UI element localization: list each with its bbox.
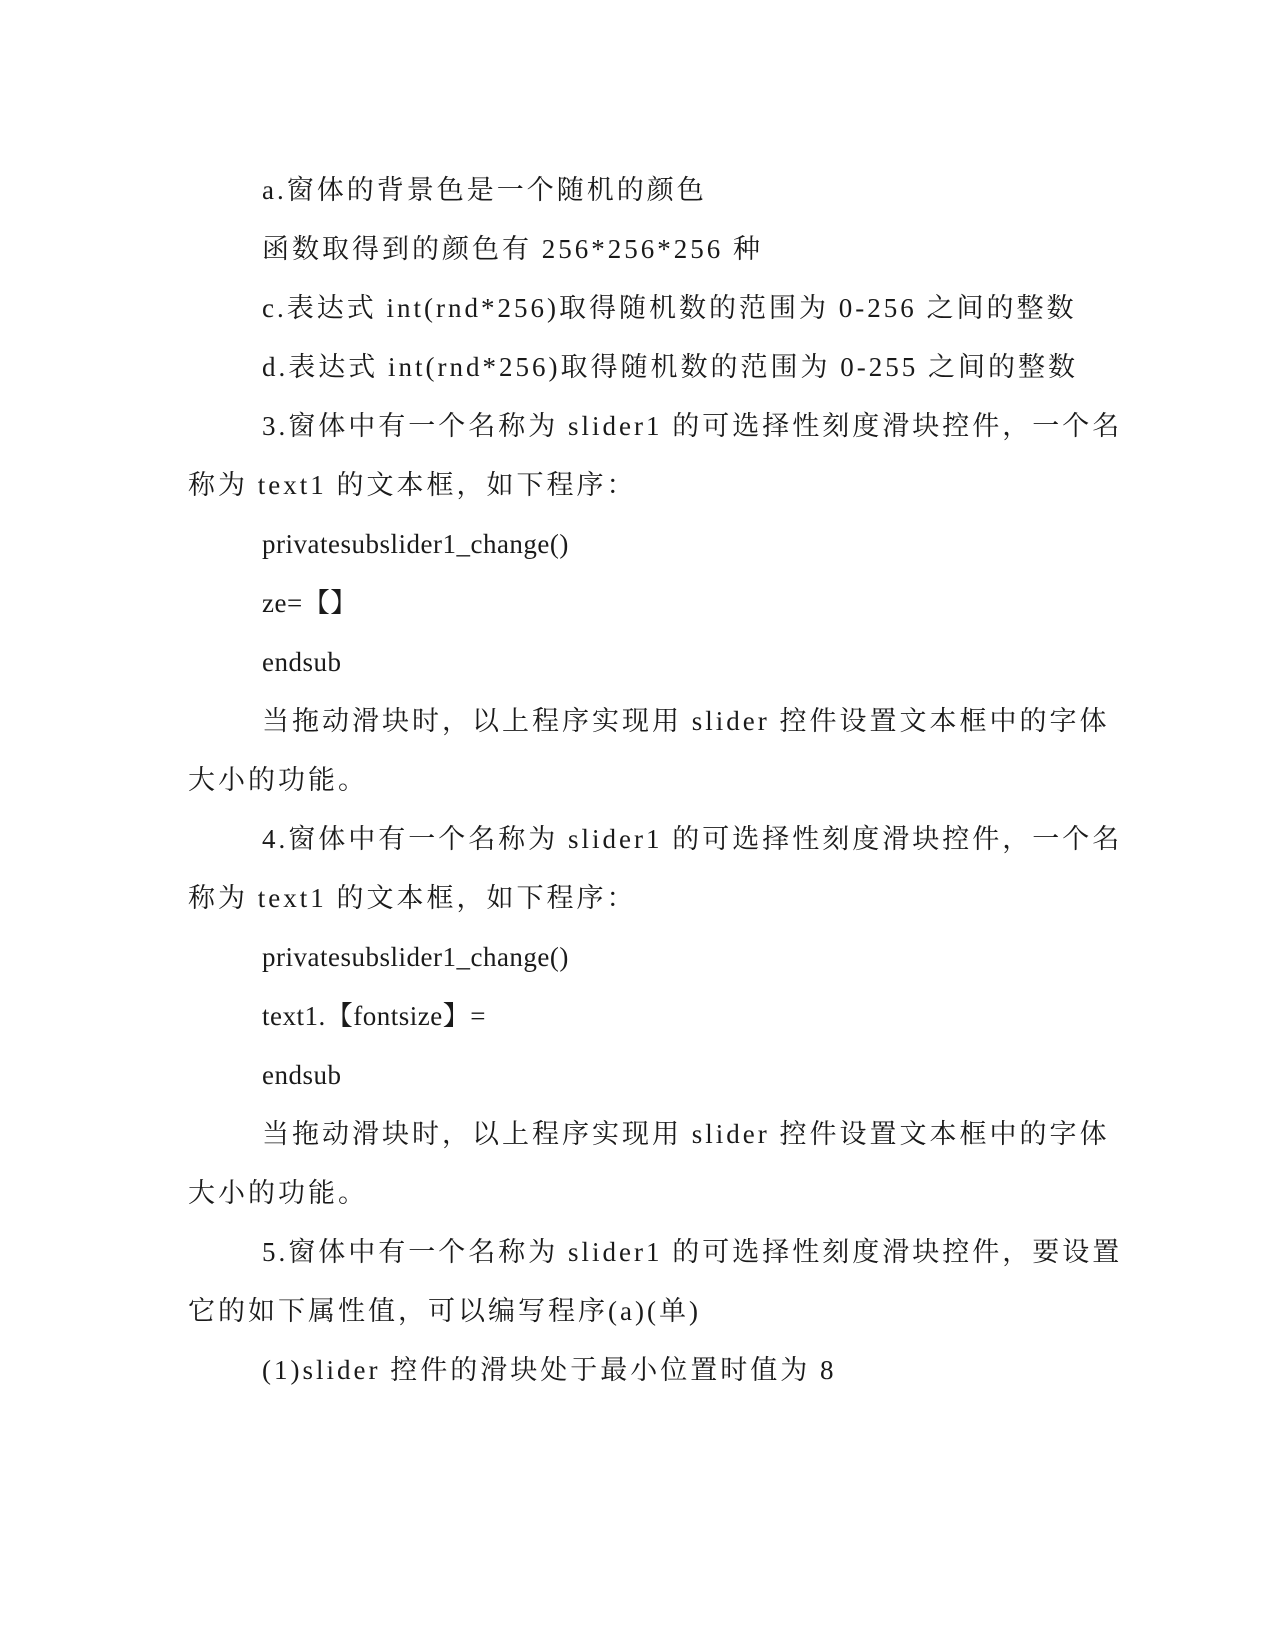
option-c-line: c.表达式 int(rnd*256)取得随机数的范围为 0-256 之间的整数 (262, 293, 1077, 323)
code-line-endsub: endsub (262, 647, 342, 677)
question-4-line-2: 称为 text1 的文本框，如下程序： (188, 883, 637, 913)
question-3-explanation-line-1: 当拖动滑块时，以上程序实现用 slider 控件设置文本框中的字体 (262, 706, 1110, 736)
question-5-line-2: 它的如下属性值，可以编写程序(a)(单) (188, 1296, 701, 1326)
code-line-endsub: endsub (262, 1060, 342, 1090)
question-3-line-2: 称为 text1 的文本框，如下程序： (188, 470, 637, 500)
code-line-assignment: ze=【】 (262, 588, 358, 618)
question-4-line-1: 4.窗体中有一个名称为 slider1 的可选择性刻度滑块控件，一个名 (262, 824, 1123, 854)
question-5-item-1: (1)slider 控件的滑块处于最小位置时值为 8 (262, 1355, 837, 1385)
question-4-explanation-line-2: 大小的功能。 (188, 1178, 368, 1208)
code-line-sub-declaration: privatesubslider1_change() (262, 529, 569, 559)
code-line-assignment: text1.【fontsize】= (262, 1001, 486, 1031)
option-d-line: d.表达式 int(rnd*256)取得随机数的范围为 0-255 之间的整数 (262, 352, 1078, 382)
option-a-line: a.窗体的背景色是一个随机的颜色 (262, 175, 707, 205)
question-3-line-1: 3.窗体中有一个名称为 slider1 的可选择性刻度滑块控件，一个名 (262, 411, 1123, 441)
question-5-line-1: 5.窗体中有一个名称为 slider1 的可选择性刻度滑块控件，要设置 (262, 1237, 1123, 1267)
question-4-explanation-line-1: 当拖动滑块时，以上程序实现用 slider 控件设置文本框中的字体 (262, 1119, 1110, 1149)
code-line-sub-declaration: privatesubslider1_change() (262, 942, 569, 972)
question-3-explanation-line-2: 大小的功能。 (188, 765, 368, 795)
option-b-line: 函数取得到的颜色有 256*256*256 种 (262, 234, 763, 264)
